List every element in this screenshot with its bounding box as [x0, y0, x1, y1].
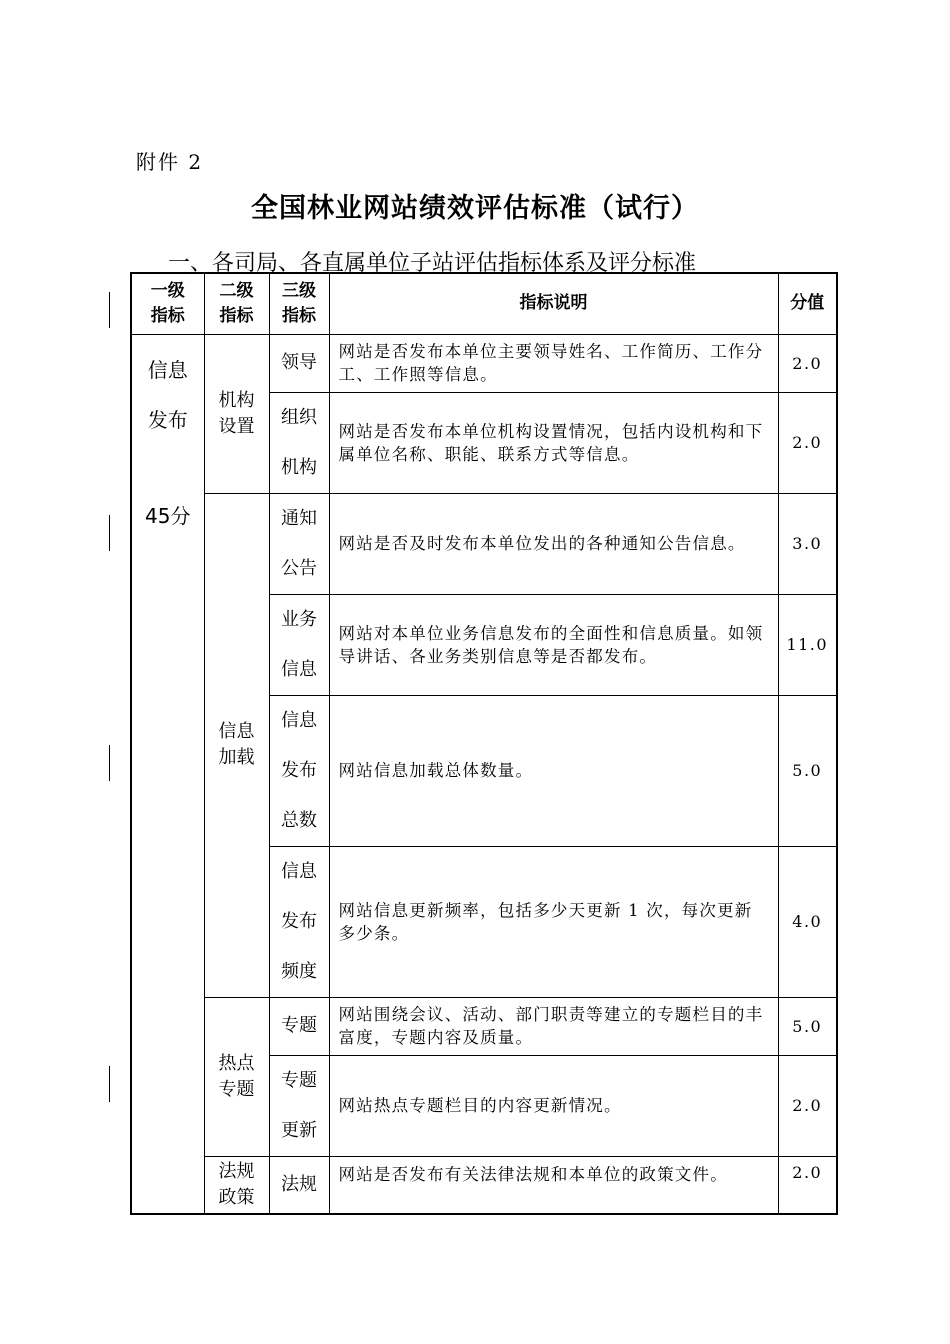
level2-line: 加载: [218, 747, 255, 768]
description-cell: 网站热点专题栏目的内容更新情况。: [329, 1055, 778, 1156]
level2-cell: [204, 997, 269, 1156]
level3-cell: [269, 1055, 329, 1156]
header-description: 指标说明: [329, 273, 778, 334]
level3-cell: [269, 392, 329, 493]
header-level2-line1: 二级: [219, 280, 254, 301]
header-level2: [204, 273, 269, 334]
table-row: [131, 334, 837, 392]
table-row: [131, 493, 837, 594]
description-cell: 网站是否及时发布本单位发出的各种通知公告信息。: [329, 493, 778, 594]
score-cell: 5.0: [778, 997, 837, 1055]
level3-line: 业务: [281, 608, 317, 630]
level3-line: 专题: [281, 1069, 317, 1091]
score-cell: 3.0: [778, 493, 837, 594]
header-level3: [269, 273, 329, 334]
header-level2-line2: 指标: [219, 305, 254, 326]
margin-mark: [109, 292, 110, 328]
level2-cell: [204, 493, 269, 997]
level1-name-line2: 发布: [147, 407, 188, 432]
table-row: [131, 997, 837, 1055]
level1-cell: [131, 334, 204, 1214]
score-cell: 2.0: [778, 334, 837, 392]
header-level1-line2: 指标: [150, 305, 185, 326]
header-level1-line1: 一级: [150, 280, 185, 301]
level3-cell: [269, 493, 329, 594]
level1-points: 45分: [145, 503, 191, 528]
header-level1: [131, 273, 204, 334]
level3-line: 信息: [281, 658, 317, 680]
level2-line: 热点: [218, 1052, 255, 1074]
score-cell: 4.0: [778, 846, 837, 997]
margin-mark: [109, 1066, 110, 1102]
level2-line: 信息: [218, 721, 255, 742]
level3-line: 领导: [281, 352, 317, 373]
level1-name-line1: 信息: [147, 357, 188, 382]
score-cell: 2.0: [778, 392, 837, 493]
margin-mark: [109, 745, 110, 781]
description-cell: 网站对本单位业务信息发布的全面性和信息质量。如领导讲话、各业务类别信息等是否都发布。: [329, 594, 778, 695]
level3-line: 总数: [281, 809, 317, 831]
level2-line: 设置: [218, 415, 255, 437]
level2-line: 专题: [218, 1078, 255, 1100]
description-cell: 网站是否发布本单位主要领导姓名、工作简历、工作分工、工作照等信息。: [329, 334, 778, 392]
level2-cell: [204, 1156, 269, 1214]
level3-line: 发布: [281, 759, 317, 781]
level2-line: 机构: [218, 389, 255, 411]
level3-line: 公告: [281, 557, 317, 579]
level3-line: 发布: [281, 910, 317, 932]
level3-line: 信息: [281, 709, 317, 731]
level3-line: 法规: [281, 1173, 317, 1195]
description-cell: 网站围绕会议、活动、部门职责等建立的专题栏目的丰富度，专题内容及质量。: [329, 997, 778, 1055]
section-title: 一、各司局、各直属单位子站评估指标体系及评分标准: [168, 251, 697, 276]
level3-cell: [269, 1156, 329, 1214]
description-cell: 网站信息加载总体数量。: [329, 695, 778, 846]
score-cell: 11.0: [778, 594, 837, 695]
level3-cell: [269, 997, 329, 1055]
level3-cell: [269, 846, 329, 997]
level3-cell: [269, 334, 329, 392]
score-cell: 5.0: [778, 695, 837, 846]
header-level3-line2: 指标: [282, 305, 316, 326]
level2-cell: [204, 334, 269, 493]
score-cell: 2.0: [778, 1156, 837, 1214]
level2-line: 政策: [218, 1186, 255, 1208]
level3-line: 频度: [281, 960, 317, 982]
level3-line: 更新: [281, 1119, 317, 1141]
document-title: 全国林业网站绩效评估标准（试行）: [251, 193, 699, 224]
table-row: [131, 1156, 837, 1214]
table-header-row: [131, 273, 837, 334]
level3-cell: [269, 594, 329, 695]
margin-mark: [109, 515, 110, 551]
level3-line: 信息: [281, 860, 317, 882]
level3-cell: [269, 695, 329, 846]
attachment-label: 附件 2: [136, 150, 204, 174]
level2-line: 法规: [218, 1160, 255, 1182]
level3-line: 机构: [281, 456, 317, 478]
level3-line: 专题: [281, 1015, 317, 1036]
description-cell: 网站信息更新频率，包括多少天更新 1 次，每次更新多少条。: [329, 846, 778, 997]
header-score: 分值: [778, 273, 837, 334]
level3-line: 组织: [281, 406, 317, 428]
description-cell: 网站是否发布有关法律法规和本单位的政策文件。: [329, 1156, 778, 1214]
evaluation-table: [130, 272, 838, 1215]
header-level3-line1: 三级: [282, 280, 316, 301]
description-cell: 网站是否发布本单位机构设置情况，包括内设机构和下属单位名称、职能、联系方式等信息。: [329, 392, 778, 493]
score-cell: 2.0: [778, 1055, 837, 1156]
level3-line: 通知: [281, 507, 317, 529]
